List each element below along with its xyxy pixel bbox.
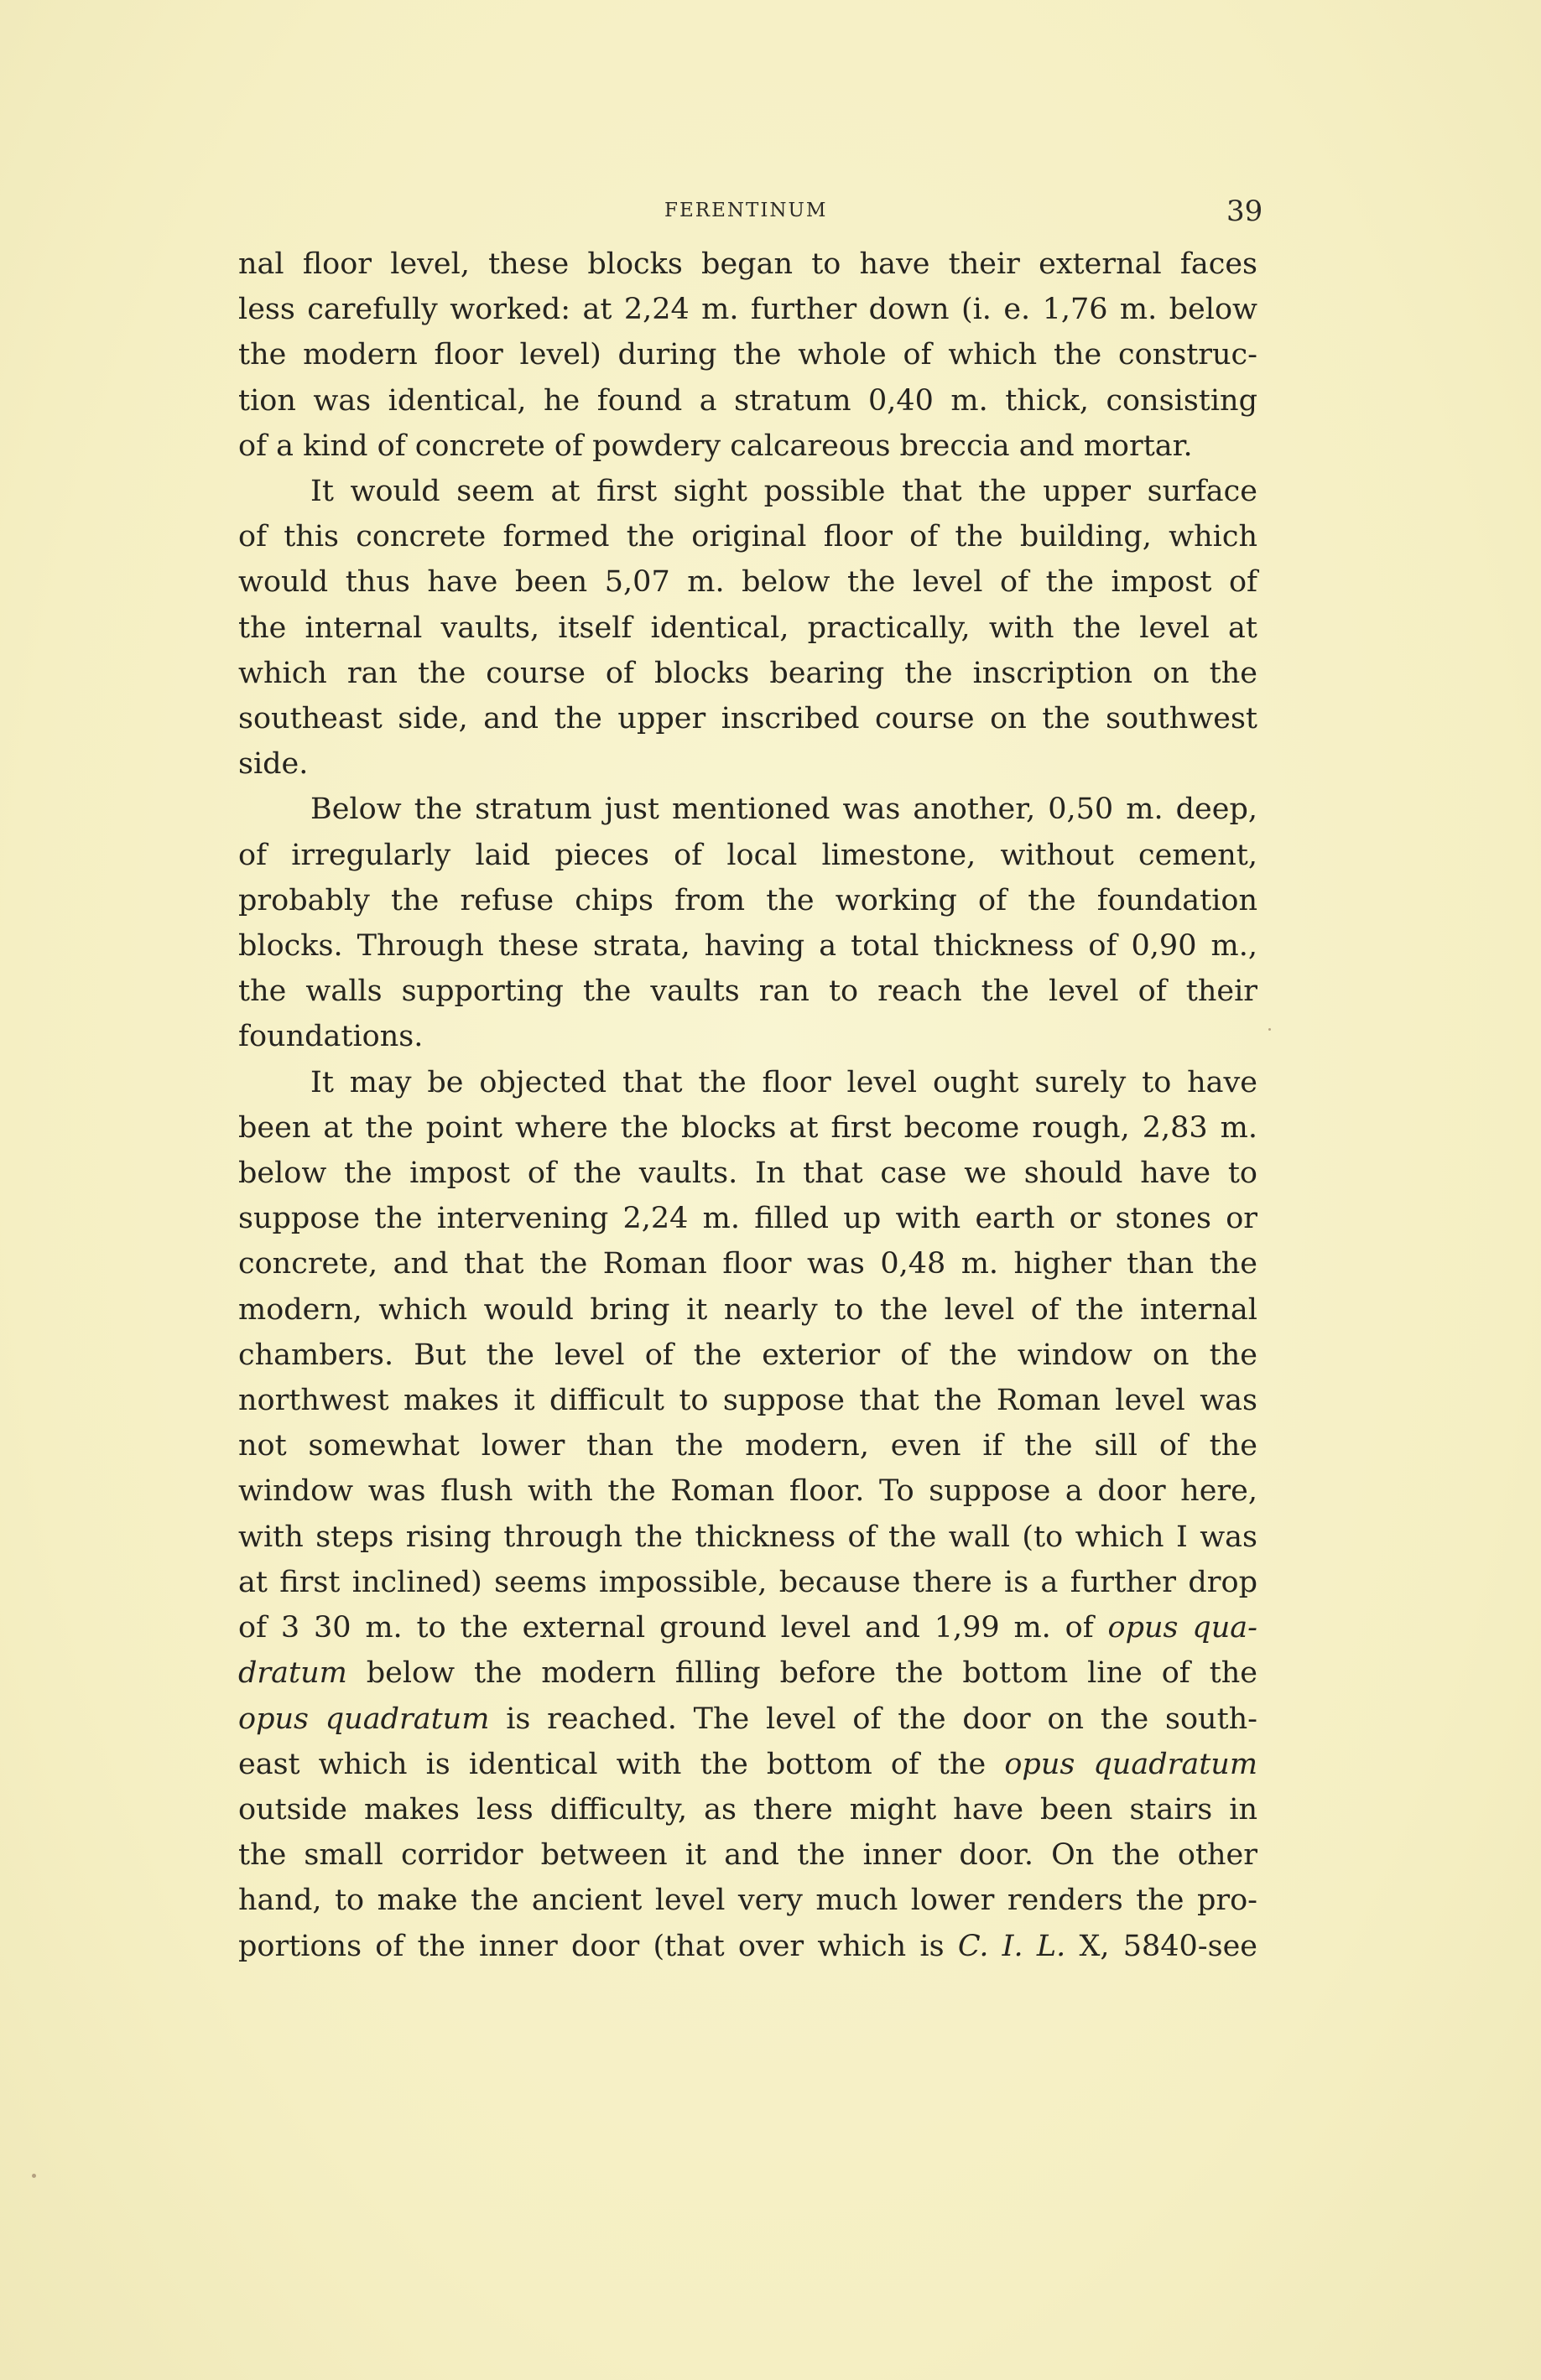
paper-speck xyxy=(32,2174,36,2178)
text-line: opus quadratum is reached. The level of the door on the south- xyxy=(238,1702,1257,1736)
text-line: tion was identical, he found a stratum 0,40 m. thick, consisting xyxy=(238,383,1257,418)
text-line: the small corridor between it and the inner door. On the other xyxy=(238,1838,1257,1873)
body-text xyxy=(238,242,1257,1969)
text-line: below the impost of the vaults. In that case we should have to xyxy=(238,1156,1257,1191)
text-line: which ran the course of blocks bearing the inscription on the xyxy=(238,656,1257,690)
paragraph xyxy=(238,469,1257,787)
text-line: of irregularly laid pieces of local limestone, without cement, xyxy=(238,838,1257,872)
text-line: outside makes less difficulty, as there might have been stairs in xyxy=(238,1792,1257,1827)
paragraph xyxy=(238,242,1257,469)
text-line: window was flush with the Roman floor. To suppose a door here, xyxy=(238,1474,1257,1509)
running-head xyxy=(0,195,1541,228)
text-line: the modern floor level) during the whole of which the construc- xyxy=(238,338,1257,372)
text-line: probably the refuse chips from the working of the foundation xyxy=(238,883,1257,917)
text-line: of a kind of concrete of powdery calcareous breccia and mortar. xyxy=(238,429,1193,463)
paragraph xyxy=(238,1060,1257,1969)
text-line: less carefully worked: at 2,24 m. further down (i. e. 1,76 m. below xyxy=(238,293,1257,327)
text-line: suppose the intervening 2,24 m. filled up with earth or stones or xyxy=(238,1202,1257,1236)
text-line: east which is identical with the bottom of the opus quadratum xyxy=(238,1747,1258,1781)
text-line: at first inclined) seems impossible, because there is a further drop xyxy=(238,1565,1257,1599)
text-line: It would seem at first sight possible that the upper surface xyxy=(310,475,1257,509)
text-line: portions of the inner door (that over which is C. I. L. X, 5840-see xyxy=(238,1929,1257,1963)
text-line: side. xyxy=(238,747,309,782)
text-line: with steps rising through the thickness of the wall (to which I was xyxy=(238,1520,1257,1554)
text-line: the walls supporting the vaults ran to reach the level of their xyxy=(238,974,1257,1009)
page-number: 39 xyxy=(1226,195,1263,228)
text-line: blocks. Through these strata, having a total thickness of 0,90 m., xyxy=(238,929,1257,964)
text-line: dratum below the modern filling before the bottom line of the xyxy=(238,1656,1257,1691)
text-line: northwest makes it difficult to suppose that the Roman level was xyxy=(238,1384,1257,1418)
text-line: of 3 30 m. to the external ground level and 1,99 m. of opus qua- xyxy=(238,1611,1257,1645)
text-line: been at the point where the blocks at first become rough, 2,83 m. xyxy=(238,1110,1257,1145)
paper-speck xyxy=(1268,1028,1271,1031)
text-line: hand, to make the ancient level very much lower renders the pro- xyxy=(238,1884,1257,1918)
text-line: would thus have been 5,07 m. below the level of the impost of xyxy=(238,565,1257,600)
text-line: of this concrete formed the original floor of the building, which xyxy=(238,520,1257,554)
paragraph xyxy=(238,787,1257,1059)
text-line: It may be objected that the floor level ought surely to have xyxy=(310,1065,1257,1099)
text-line: chambers. But the level of the exterior of the window on the xyxy=(238,1338,1257,1372)
text-line: the internal vaults, itself identical, practically, with the level at xyxy=(238,611,1257,645)
text-line: foundations. xyxy=(238,1020,424,1054)
text-line: nal floor level, these blocks began to have their external faces xyxy=(238,247,1257,281)
running-title: FERENTINUM xyxy=(664,200,828,221)
text-line: modern, which would bring it nearly to the level of the internal xyxy=(238,1292,1257,1327)
text-line: southeast side, and the upper inscribed course on the southwest xyxy=(238,702,1257,736)
text-line: concrete, and that the Roman floor was 0,48 m. higher than the xyxy=(238,1247,1257,1281)
text-line: not somewhat lower than the modern, even if the sill of the xyxy=(238,1429,1257,1463)
text-line: Below the stratum just mentioned was another, 0,50 m. deep, xyxy=(310,792,1257,827)
